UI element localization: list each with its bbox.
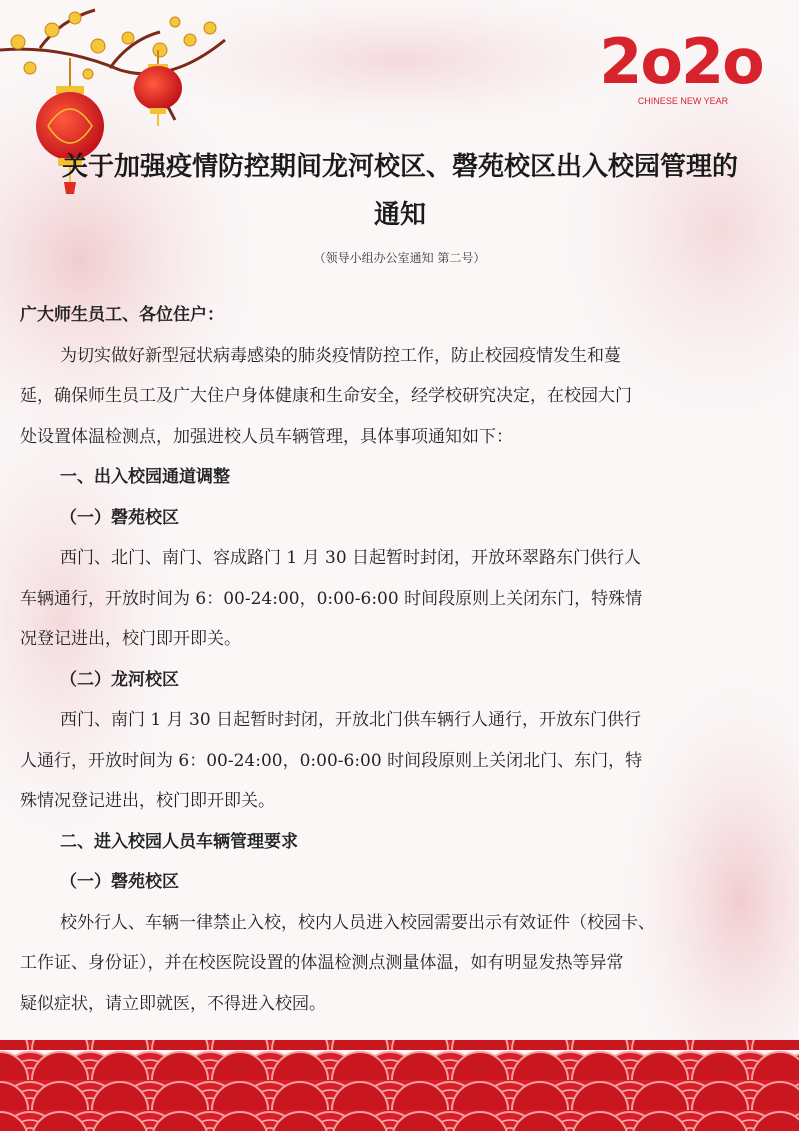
title-line-2: 通知 [373,200,426,230]
paragraph-line: 人通行，开放时间为 6：00-24:00，0:00-6:00 时间段原则上关闭北门、东门，特 [20,750,643,771]
subsection-heading: （二）龙河校区 [60,669,179,690]
paragraph-line: 为切实做好新型冠状病毒感染的肺炎疫情防控工作，防止校园疫情发生和蔓 [60,345,621,366]
paragraph-line: 工作证、身份证），并在校医院设置的体温检测点测量体温，如有明显发热等异常 [20,953,624,973]
chinese-new-year-logo: 2o2o [599,25,763,98]
document-title [20,143,780,239]
subsection-heading: （一）磬苑校区 [60,507,179,528]
paragraph-line: 处设置体温检测点，加强进校人员车辆管理，具体事项通知如下： [20,426,513,447]
document-body [20,295,780,1024]
logo-subtitle: CHINESE NEW YEAR [637,96,729,106]
document-subtitle: （领导小组办公室通知 第二号） [313,251,486,265]
paragraph-line: 校外行人、车辆一律禁止入校，校内人员进入校园需要出示有效证件（校园卡、 [60,912,655,933]
paragraph-line: 殊情况登记进出，校门即开即关。 [20,791,275,811]
salutation: 广大师生员工、各位住户： [20,305,224,325]
paragraph-line: 况登记进出，校门即开即关。 [20,629,241,649]
paragraph-line: 延，确保师生员工及广大住户身体健康和生命安全，经学校研究决定，在校园大门 [20,386,632,406]
section-heading: 一、出入校园通道调整 [60,467,230,487]
section-heading: 二、进入校园人员车辆管理要求 [60,831,298,852]
subsection-heading: （一）磬苑校区 [60,872,179,892]
paragraph-line: 西门、北门、南门、容成路门 1 月 30 日起暂时封闭，开放环翠路东门供行人 [60,548,642,568]
title-line-1: 关于加强疫情防控期间龙河校区、磬苑校区出入校园管理的 [61,152,738,182]
paragraph-line: 西门、南门 1 月 30 日起暂时封闭，开放北门供车辆行人通行，开放东门供行 [60,710,642,730]
paragraph-line: 疑似症状，请立即就医，不得进入校园。 [20,993,326,1014]
paragraph-line: 车辆通行，开放时间为 6：00-24:00，0:00-6:00 时间段原则上关闭东门，特殊情 [20,588,643,609]
